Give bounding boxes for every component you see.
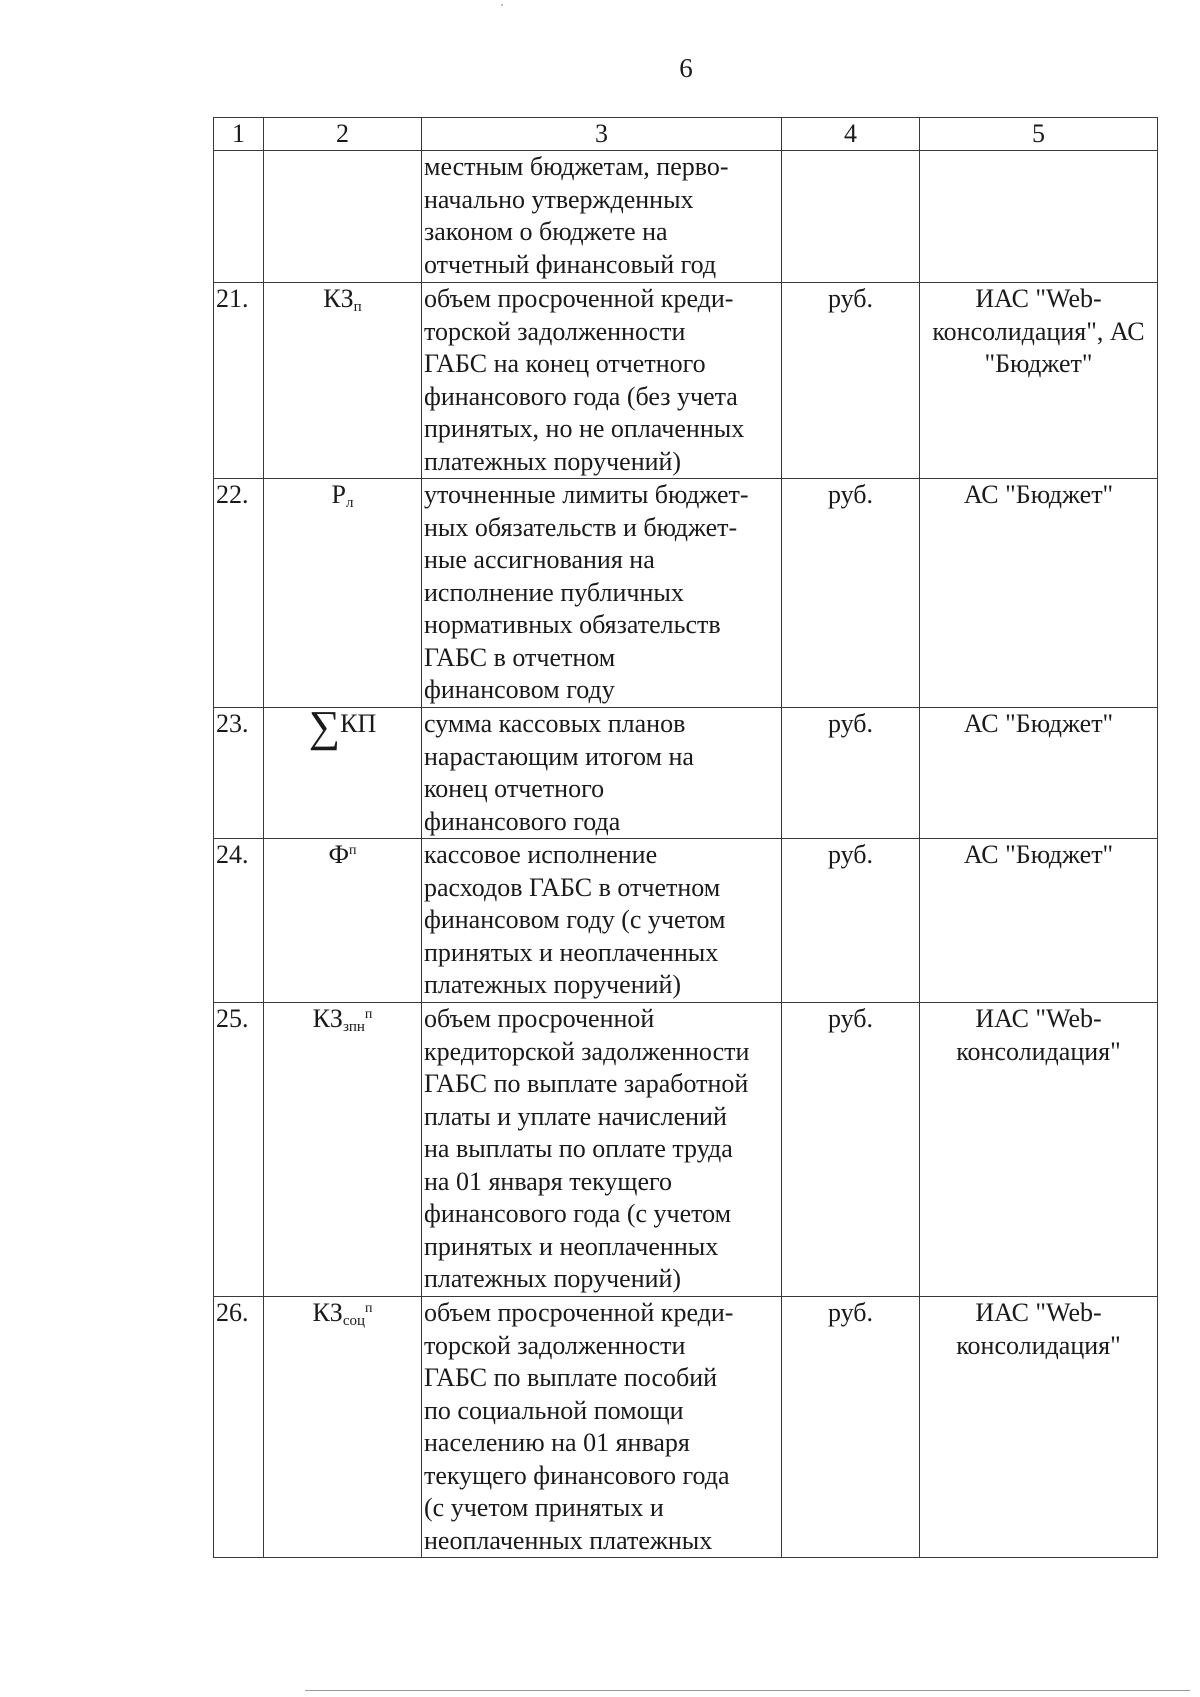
source-line: консолидация" — [956, 1036, 1121, 1066]
unit-cell: руб. — [782, 1297, 920, 1558]
indicators-table — [213, 117, 1158, 1558]
table-row — [214, 479, 1158, 708]
source-line: ИАС "Web- — [975, 1298, 1102, 1327]
table-header-row — [214, 118, 1158, 151]
source-cell — [920, 1297, 1158, 1558]
description-line: финансового года — [424, 806, 621, 836]
description-line: ГАБС на конец отчетного — [424, 349, 706, 378]
description-line: на выплаты по оплате труда — [424, 1134, 733, 1163]
indicator-symbol — [264, 151, 422, 283]
description-line: ГАБС в отчетном — [424, 642, 616, 672]
row-number — [214, 151, 264, 283]
description-line: (с учетом принятых и — [424, 1493, 664, 1522]
column-header: 1 — [214, 118, 264, 151]
unit-cell: руб. — [782, 708, 920, 839]
symbol-superscript: п — [364, 1007, 373, 1022]
unit-cell — [782, 151, 920, 283]
source-cell — [920, 479, 1158, 708]
description-line: платежных поручений) — [424, 446, 682, 476]
description-line: населению на 01 января — [424, 1428, 690, 1457]
description-line: платы и уплате начислений — [424, 1101, 727, 1131]
description-line: ГАБС по выплате заработной — [424, 1069, 749, 1098]
row-number: 25. — [214, 1003, 264, 1297]
description-line: конец отчетного — [424, 774, 605, 803]
description-line: сумма кассовых планов — [424, 709, 686, 738]
description-line: принятых и неоплаченных — [424, 937, 719, 967]
description-line: по социальной помощи — [424, 1395, 684, 1425]
symbol-base: КЗ — [323, 284, 354, 313]
indicator-symbol — [264, 1297, 422, 1558]
description-line: расходов ГАБС в отчетном — [424, 872, 721, 902]
description-line: уточненные лимиты бюджет- — [424, 480, 749, 509]
indicator-description — [422, 283, 782, 479]
row-number: 24. — [214, 839, 264, 1003]
source-line: "Бюджет" — [984, 349, 1093, 378]
table-row — [214, 1003, 1158, 1297]
description-line: финансового года (с учетом — [424, 1199, 732, 1228]
table-row — [214, 283, 1158, 479]
description-line: кредиторской задолженности — [424, 1036, 750, 1066]
indicator-symbol — [264, 708, 422, 839]
source-cell — [920, 1003, 1158, 1297]
source-line: АС "Бюджет" — [963, 840, 1114, 869]
unit-cell: руб. — [782, 1003, 920, 1297]
source-cell — [920, 283, 1158, 479]
description-line: ные ассигнования на — [424, 545, 655, 574]
source-line: консолидация" — [956, 1330, 1121, 1360]
source-cell — [920, 708, 1158, 839]
column-header: 3 — [422, 118, 782, 151]
description-line: объем просроченной креди- — [424, 284, 734, 313]
description-line: на 01 января текущего — [424, 1166, 673, 1196]
sum-sign: ∑ — [308, 707, 341, 751]
indicator-description — [422, 1003, 782, 1297]
description-line: принятых и неоплаченных — [424, 1231, 719, 1261]
description-line: платежных поручений) — [424, 1264, 682, 1293]
symbol-superscript: п — [349, 843, 357, 858]
source-line: ИАС "Web- — [975, 1004, 1102, 1033]
source-cell — [920, 151, 1158, 283]
description-line: кассовое исполнение — [424, 840, 658, 869]
page-bottom-rule — [305, 1690, 1190, 1691]
source-line: консолидация", АС — [932, 316, 1145, 346]
symbol-base: КЗ — [312, 1298, 343, 1327]
indicator-description — [422, 708, 782, 839]
description-line: торской задолженности — [424, 316, 686, 346]
description-line: законом о бюджете на — [424, 217, 668, 246]
indicator-description — [422, 151, 782, 283]
description-line: местным бюджетам, перво- — [424, 152, 729, 181]
symbol-superscript: п — [365, 1301, 373, 1316]
description-line: текущего финансового года — [424, 1460, 730, 1490]
description-line: нормативных обязательств — [424, 610, 721, 639]
column-header: 2 — [264, 118, 422, 151]
indicator-symbol — [264, 479, 422, 708]
table-row — [214, 708, 1158, 839]
table-row — [214, 151, 1158, 283]
source-line: АС "Бюджет" — [963, 709, 1114, 738]
symbol-subscript: зпн — [342, 1019, 365, 1035]
indicator-description — [422, 1297, 782, 1558]
indicator-symbol — [264, 283, 422, 479]
indicator-symbol — [264, 1003, 422, 1297]
table-row — [214, 839, 1158, 1003]
description-line: исполнение публичных — [424, 577, 684, 607]
scan-speck — [501, 4, 503, 6]
row-number: 23. — [214, 708, 264, 839]
page-number: 6 — [679, 53, 693, 83]
symbol-subscript: л — [345, 495, 354, 511]
description-line: начально утвержденных — [424, 184, 694, 214]
column-header: 4 — [782, 118, 920, 151]
description-line: нарастающим итогом на — [424, 741, 694, 771]
description-line: принятых, но не оплаченных — [424, 414, 745, 443]
symbol-base: КЗ — [312, 1004, 343, 1033]
description-line: отчетный финансовый год — [424, 249, 717, 279]
indicator-description — [422, 479, 782, 708]
description-line: финансовом году (с учетом — [424, 905, 726, 934]
column-header: 5 — [920, 118, 1158, 151]
symbol-base: Р — [331, 480, 346, 509]
description-line: объем просроченной — [424, 1004, 655, 1033]
description-line: финансового года (без учета — [424, 381, 738, 411]
description-line: платежных поручений) — [424, 970, 682, 999]
row-number: 21. — [214, 283, 264, 479]
symbol-subscript: соц — [342, 1313, 366, 1329]
unit-cell: руб. — [782, 479, 920, 708]
indicator-description — [422, 839, 782, 1003]
description-line: торской задолженности — [424, 1330, 686, 1360]
source-cell — [920, 839, 1158, 1003]
description-line: финансовом году — [424, 675, 615, 704]
unit-cell: руб. — [782, 283, 920, 479]
row-number: 26. — [214, 1297, 264, 1558]
symbol-base: Ф — [328, 840, 350, 869]
table-row — [214, 1297, 1158, 1558]
description-line: ных обязательств и бюджет- — [424, 512, 738, 542]
symbol-base: КП — [340, 709, 377, 738]
indicator-symbol — [264, 839, 422, 1003]
symbol-subscript: п — [353, 299, 362, 315]
description-line: неоплаченных платежных — [424, 1525, 713, 1555]
unit-cell: руб. — [782, 839, 920, 1003]
row-number: 22. — [214, 479, 264, 708]
source-line: АС "Бюджет" — [963, 480, 1114, 509]
description-line: объем просроченной креди- — [424, 1298, 734, 1327]
source-line: ИАС "Web- — [975, 284, 1102, 313]
description-line: ГАБС по выплате пособий — [424, 1363, 718, 1392]
